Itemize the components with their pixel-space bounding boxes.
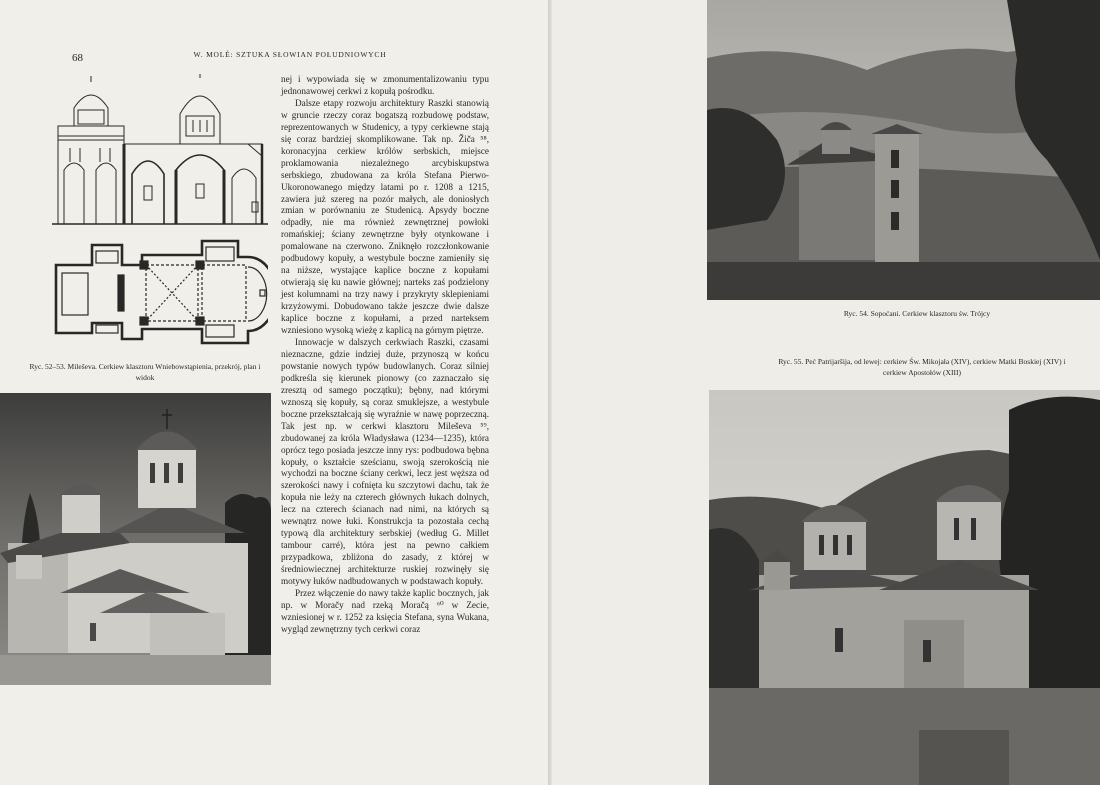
plan-drawing-svg (52, 235, 268, 355)
figure-caption-52-53: Ryc. 52–53. Mileševa. Cerkiew klasztoru Wniebowstąpienia, przekrój, plan i widok (29, 362, 261, 382)
running-head: W. MOLÉ: SZTUKA SŁOWIAN POŁUDNIOWYCH (193, 50, 387, 59)
section-drawing-svg (52, 74, 268, 232)
figure-caption-55: Ryc. 55. Peć Patrijaršija, od lewej: cerkiew Św. Mikojała (XIV), cerkiew Matki Boskiej (XIV) i cerkiew Apostołów (XIII) (778, 357, 1066, 377)
paragraph: Innowacje w dalszych cerkwiach Raszki, czasami nieznaczne, gdzie indziej duże, przynoszą w końcu powstanie nowych typów budowlanych. Coraz silniej podkreśla się kierunek pionowy (co zaznaczało się zresztą od samego początku); bębny, nad którymi wznoszą się kopuły, są coraz smuklejsze, a westybule boczne przekształcają się wyraźnie w nawę poprzeczną. Tak jest np. w cerkwi klasztoru Mileševa ⁵⁹, zbudowanej za króla Władysława (1234—1235), która oprócz tego posiada jeszcze inny rys: podbudowa bębna kopuły, o kształcie sześcianu, swoją szerokością nie wychodzi na boczne ściany cerkwi, lecz jest węższa od szerokości nawy i cofnięta ku szczytowi dachu, tak że kopuła nie leży na czterech głównych łukach dolnych, lecz na czterech ścianach nad nimi, na których są wewnątrz nowe łuki. Konstrukcja ta pozostała cechą typową dla architektury serbskiej (według G. Millet tambour carré), która jest na pewno całkiem przypadkowa, zbliżona do zasady, z której w średniowiecznej architekturze ruskiej rozwinęły się motywy łuków nadbudowanych w podstawach kopuły. (281, 336, 489, 587)
right-page (552, 0, 1100, 785)
paragraph: Dalsze etapy rozwoju architektury Raszki stanowią w gruncie rzeczy coraz bogatszą rozbudowę podstaw, reprezentowanych w Studenicy, a typy cerkiewne stają się coraz bardziej skomplikowane. Tak np. Žiča ⁵⁸, koronacyjna cerkiew królów serbskich, miejsce proklamowania niezależnego arcybiskupstwa serbskiego, zbudowana za króla Stefana Pierwo-Ukoronowanego między latami po r. 1208 a 1215, zawiera już szereg na pozór małych, ale doniosłych zmian w porównaniu ze Studenicą. Apsydy boczne odpadły, nie ma również zewnętrznej powłoki romańskiej; ściany zewnętrzne były otynkowane i pomalowane na czerwono. Zniknęło rozczłonkowanie podbudowy kopuły, a westybule boczne zamieniły się na niższe, wystające kaplice boczne z kopułami otwierają się ku nawie głównej; narteks zaś podzielony jest kolumnami na trzy nawy i przykryty sklepieniami krzyżowymi. Dobudowano także jeszcze dwie dalsze kaplice boczne z kopułami, a przed narteksem wzniesiono wysoką wieżę z kaplicą na górnym piętrze. (281, 97, 489, 336)
pec-patriarchate-photo (709, 390, 1100, 785)
paragraph: nej i wypowiada się w zmonumentalizowaniu typu jednonawowej cerkwi z kopułą pośrodku. (281, 74, 489, 96)
sopocani-photo-svg (707, 0, 1100, 300)
figure-caption-54: Ryc. 54. Sopoćani. Cerkiew klasztoru św. Trójcy (843, 309, 991, 318)
page-number: 68 (72, 52, 83, 64)
church-plan-drawing (52, 235, 268, 355)
sopocani-monastery-photo (707, 0, 1100, 300)
left-page (0, 0, 548, 785)
pec-photo-svg (709, 390, 1100, 785)
body-text (281, 74, 489, 636)
mileseva-church-photo (0, 393, 271, 685)
church-section-drawing (52, 74, 268, 232)
mileseva-photo-svg (0, 393, 271, 685)
paragraph: Przez włączenie do nawy także kaplic bocznych, jak np. w Moračy nad rzeką Moračą ⁶⁰ w Zecie, wzniesionej w r. 1252 za księcia Stefana, syna Wukana, wygląd zewnętrzny tych cerkwi coraz (281, 587, 489, 634)
